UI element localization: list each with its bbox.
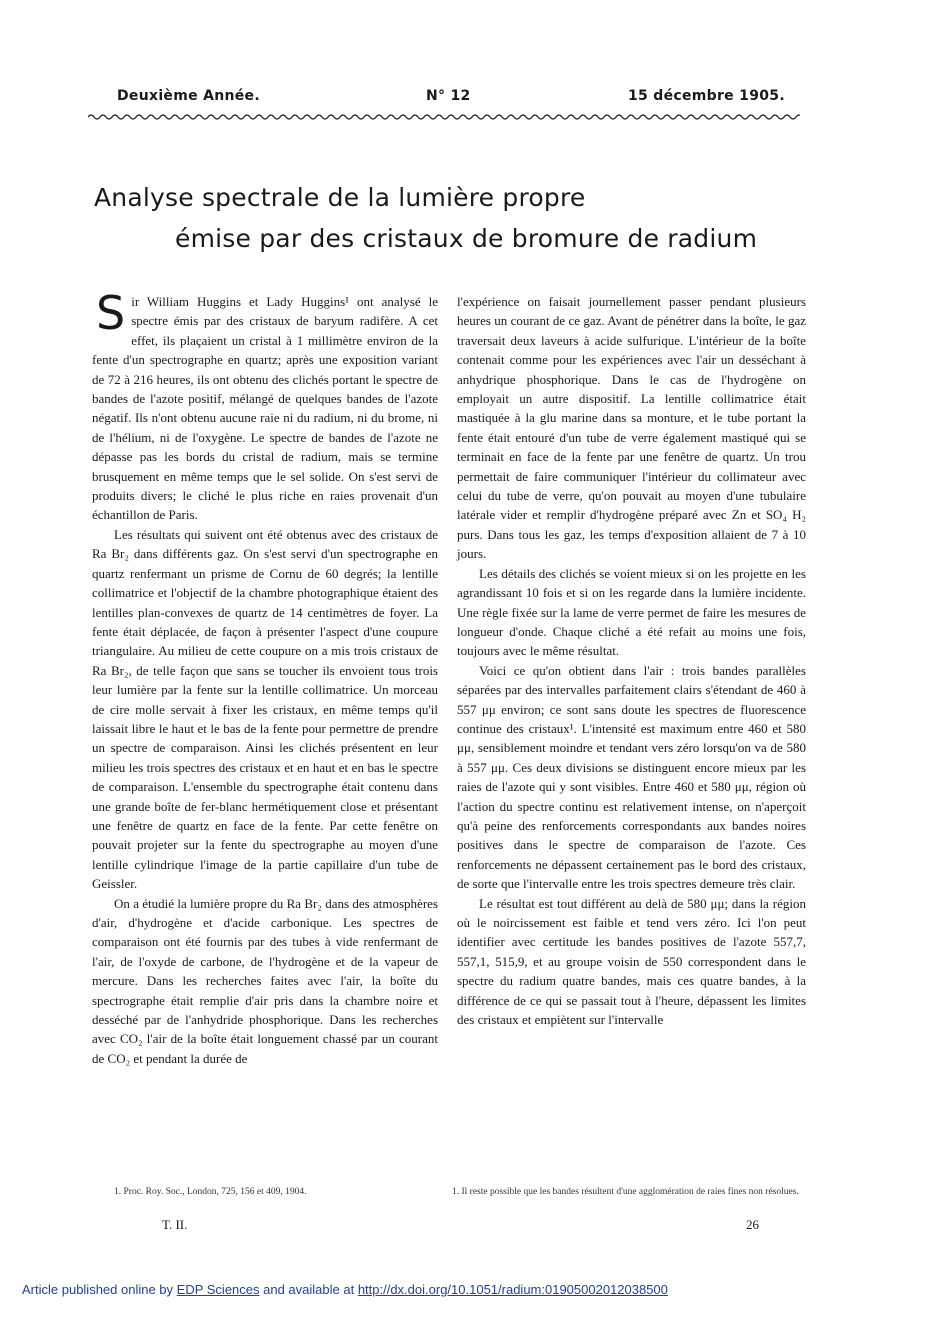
volume-marker: T. II. (162, 1217, 188, 1232)
right-text-column (457, 292, 806, 1029)
paragraph-text: ir William Huggins et Lady Huggins¹ ont analysé le spectre émis par des cristaux de baryum radifère. A cet effet, ils plaçaient un cristal à 1 millimètre environ de la fente d'un spectrographe en quartz; après une exposition variant de 72 à 216 heures, ils ont obtenu des clichés portant le spectre de bandes de l'azote positif, mélangé de quelques bandes de l'azote négatif. Ils n'ont obtenu aucune raie ni du radium, ni du brome, ni de l'hélium, ni de l'oxygène. Le spectre de bandes de l'azote ne dépasse pas les bords du cristal de radium, mais se termine brusquement en même temps que le sel solide. On s'est servi de produits divers; le cliché le plus riche en raies provenait d'un échantillon de Paris. (92, 294, 438, 523)
publication-banner (22, 1282, 668, 1297)
paragraph (92, 286, 438, 525)
running-header-issue-number: N° 12 (426, 88, 471, 104)
page-number: 26 (746, 1217, 759, 1232)
paragraph: Les résultats qui suivent ont été obtenus avec des cristaux de Ra Br₂ dans différents gaz. On s'est servi d'un spectrographe en quartz renfermant un prisme de Cornu de 60 degrés; la lentille collimatrice et l'objectif de la chambre photographique étaient des lentilles plan-convexes de quartz de 14 centimètres de foyer. La fente était déplacée, de façon à présenter l'aspect d'une coupure triangulaire. Au milieu de cette coupure on a mis trois cristaux de Ra Br₂, de telle façon que sans se toucher ils envoient tous trois leur lumière par la fente sur la lentille collimatrice. Un morceau de cire molle servait à fixer les cristaux, en même temps qu'il laissait libre le haut et le bas de la fente pour permettre de prendre un spectre de comparaison. Ainsi les clichés présentent en leur milieu les trois spectres des cristaux et en haut et en bas le spectre de comparaison. L'ensemble du spectrographe était contenu dans une grande boîte de fer-blanc hermétiquement close et présentant une fenêtre de quartz en face de la fente. Par cette fenêtre on pouvait projeter sur la fente du spectrographe au moyen d'une lentille cylindrique l'image de la partie capillaire d'un tube de Geissler. (92, 526, 438, 892)
banner-prefix: Article published online by (22, 1282, 177, 1297)
footnote-left: 1. Proc. Roy. Soc., London, 725, 156 et 409, 1904. (114, 1187, 307, 1197)
footnote-right: 1. Il reste possible que les bandes résultent d'une agglomération de raies fines non résolues. (452, 1187, 799, 1197)
paragraph: l'expérience on faisait journellement passer pendant plusieurs heures un courant de ce gaz. Avant de pénétrer dans la boîte, le gaz traversait deux laveurs à acide sulfurique. L'intérieur de la boîte contenait comme pour les expériences avec l'air un desséchant à anhydrique phosphorique. Dans le cas de l'hydrogène on employait un autre dispositif. La lentille collimatrice était mastiquée à la glu marine dans sa monture, et le tube portant la fente était entouré d'un tube de verre également mastiqué qui se terminait en face de la fente par une fenêtre de quartz. Un trou permettait de faire communiquer l'intérieur du collimateur avec celui du tube de verre, qu'on pouvait au moyen d'une tubulaire latérale vider et remplir d'hydrogène préparé avec Zn et SO₄ H₂ purs. Dans tous les gaz, les temps d'exposition allaient de 7 à 10 jours. (457, 294, 806, 562)
drop-cap: S (96, 286, 126, 340)
paragraph: On a étudié la lumière propre du Ra Br₂ dans des atmosphères d'air, d'hydrogène et d'acide carbonique. Les spectres de comparaison ont été fournis par des tubes à vide renfermant de l'air, de l'oxyde de carbone, de l'hydrogène et de la vapeur de mercure. Dans les recherches faites avec l'air, la boîte du spectrographe était remplie d'air pris dans la chambre noire et desséché par de l'anhydride phosphorique. Dans les recherches avec CO₂ l'air de la boîte était longuement chassé par un courant de CO₂ et pendant la durée de (92, 895, 438, 1066)
decorative-wavy-rule (88, 112, 800, 122)
paragraph: Les détails des clichés se voient mieux si on les projette en les agrandissant 10 fois et si on les regarde dans la lumière incidente. Une règle fixée sur la lame de verre permet de faire les mesures de longueur d'onde. Chaque cliché a été refait au moins une fois, toujours avec le même résultat. (457, 565, 806, 659)
doi-link[interactable]: http://dx.doi.org/10.1051/radium:01905002012038500 (357, 1282, 668, 1297)
article-title-line-1: Analyse spectrale de la lumière propre (94, 183, 586, 212)
paragraph: Voici ce qu'on obtient dans l'air : trois bandes parallèles séparées par des intervalles parfaitement clairs s'étendant de 460 à 557 μμ environ; ce sont sans doute les spectres de fluorescence continue des cristaux¹. L'intensité est maximum entre 460 et 580 μμ, sensiblement moindre et tendant vers zéro lorsqu'on va de 580 à 557 μμ. Ces deux divisions se distinguent encore mieux par les raies de l'azote qui y sont visibles. Entre 460 et 580 μμ, région où l'action du spectre continu est relativement intense, on n'aperçoit qu'à peine des renforcements correspondants aux bandes noires positives dans le spectre de comparaison de l'azote. Ces renforcements ne dépassent certainement pas le bord des cristaux, de sorte que l'intervalle entre les trois spectres demeure très clair. (457, 662, 806, 892)
running-header-volume: Deuxième Année. (117, 88, 260, 104)
banner-middle: and available at (259, 1282, 358, 1297)
article-title-line-2: émise par des cristaux de bromure de radium (175, 224, 758, 253)
publisher-link[interactable]: EDP Sciences (176, 1282, 260, 1297)
paragraph: Le résultat est tout différent au delà de 580 μμ; dans la région où le noircissement est faible et tend vers zéro. Ici l'on peut identifier avec certitude les bandes positives de l'azote 557,7, 557,1, 515,9, et au groupe voisin de 550 correspondent dans le spectre du radium quatre bandes, mais ces quatre bandes, à la différence de ce qui se passait tout à l'heure, dépassent les limites des cristaux et empiètent sur l'intervalle (457, 895, 806, 1028)
running-header-date: 15 décembre 1905. (628, 88, 785, 104)
left-text-column (92, 286, 438, 1068)
